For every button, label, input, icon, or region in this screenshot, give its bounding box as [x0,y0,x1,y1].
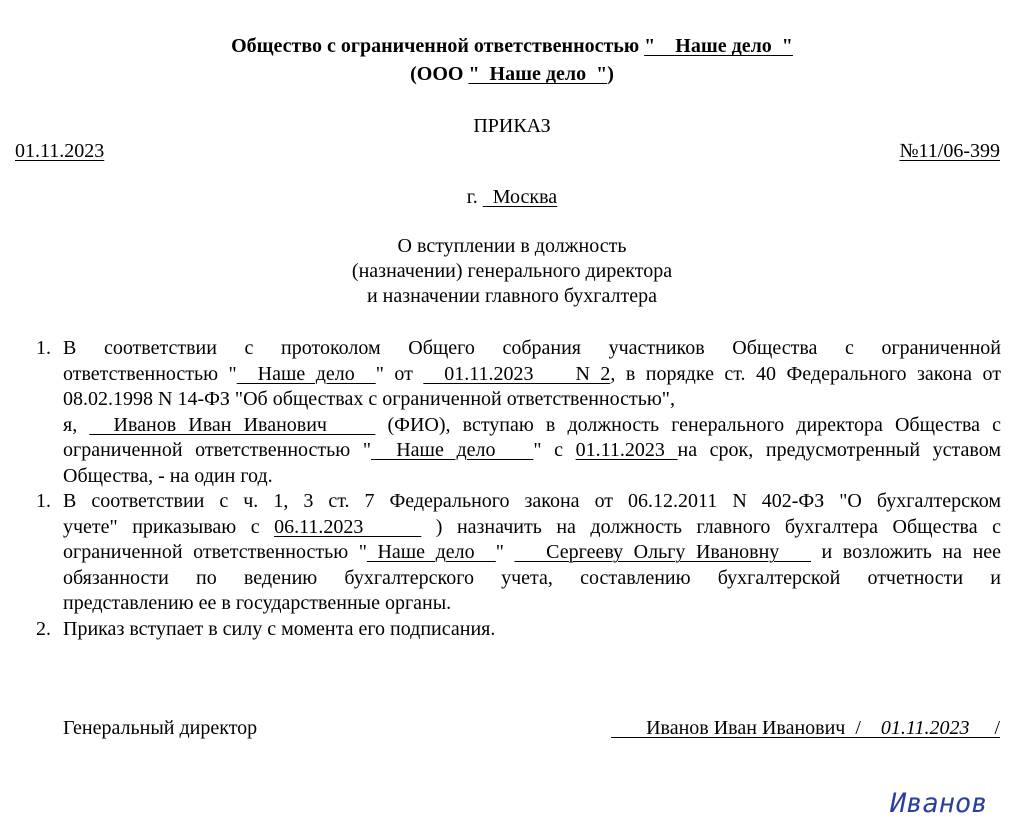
signer-position: Генеральный директор [63,717,258,739]
order-city: г. Москва [466,186,558,208]
signing-date: 01.11.2023 [880,717,970,739]
city-name: Москва [482,186,558,208]
list-item: В соответствии с протоколом Общего собрания участников Общества с ограниченной ответственностью " Наше дело " от 01.11.2023 N 2, в порядке ст. 40 Федерального закона от 08.02.1998 N 14-ФЗ "Об обществах с ограниченной ответственностью", я, Иванов Иван Иванович (ФИО), вступаю в должность генерального директора Общества с ограниченной ответственностью " Наше дело " с 01.11.2023 на срок, предусмотренный уставом Общества, - на один год. [63,337,1002,487]
item-number: 1. [36,337,51,359]
subject-line-2: (назначении) генерального директора [351,260,673,282]
signer-name: Иванов Иван Иванович / [611,717,881,739]
item-number: 2. [36,618,51,640]
organization-name: " Наше дело " [644,35,793,57]
organization-full-name: Общество с ограниченной ответственностью " Наше дело " [231,35,793,57]
handwritten-signature: Иванов [890,788,988,819]
list-item: В соответствии с ч. 1, 3 ст. 7 Федерального закона от 06.12.2011 N 402-ФЗ "О бухгалтерском учете" приказываю с 06.11.2023 ) назначить на должность главного бухгалтера Общества с ограниченной ответственностью " Наше дело " Сергееву Ольгу Ивановну и возложить на нее обязанности по ведению бухгалтерского учета, составлению бухгалтерской отчетности и представлению ее в государственные органы. [63,490,1002,614]
subject-line-1: О вступлении в должность [397,235,627,257]
organization-short-name: (ООО " Наше дело ") [410,63,614,85]
subject-line-3: и назначении главного бухгалтера [366,285,658,307]
list-item: Приказ вступает в силу с момента его подписания. [63,618,496,640]
order-number: №11/06-399 [899,140,1000,162]
organization-short-name-value: " Наше дело " [468,63,608,85]
order-date: 01.11.2023 [15,140,105,162]
item-number: 1. [36,490,51,512]
signer-line: Иванов Иван Иванович / 01.11.2023 / [611,717,1000,739]
document-title: ПРИКАЗ [473,115,551,137]
